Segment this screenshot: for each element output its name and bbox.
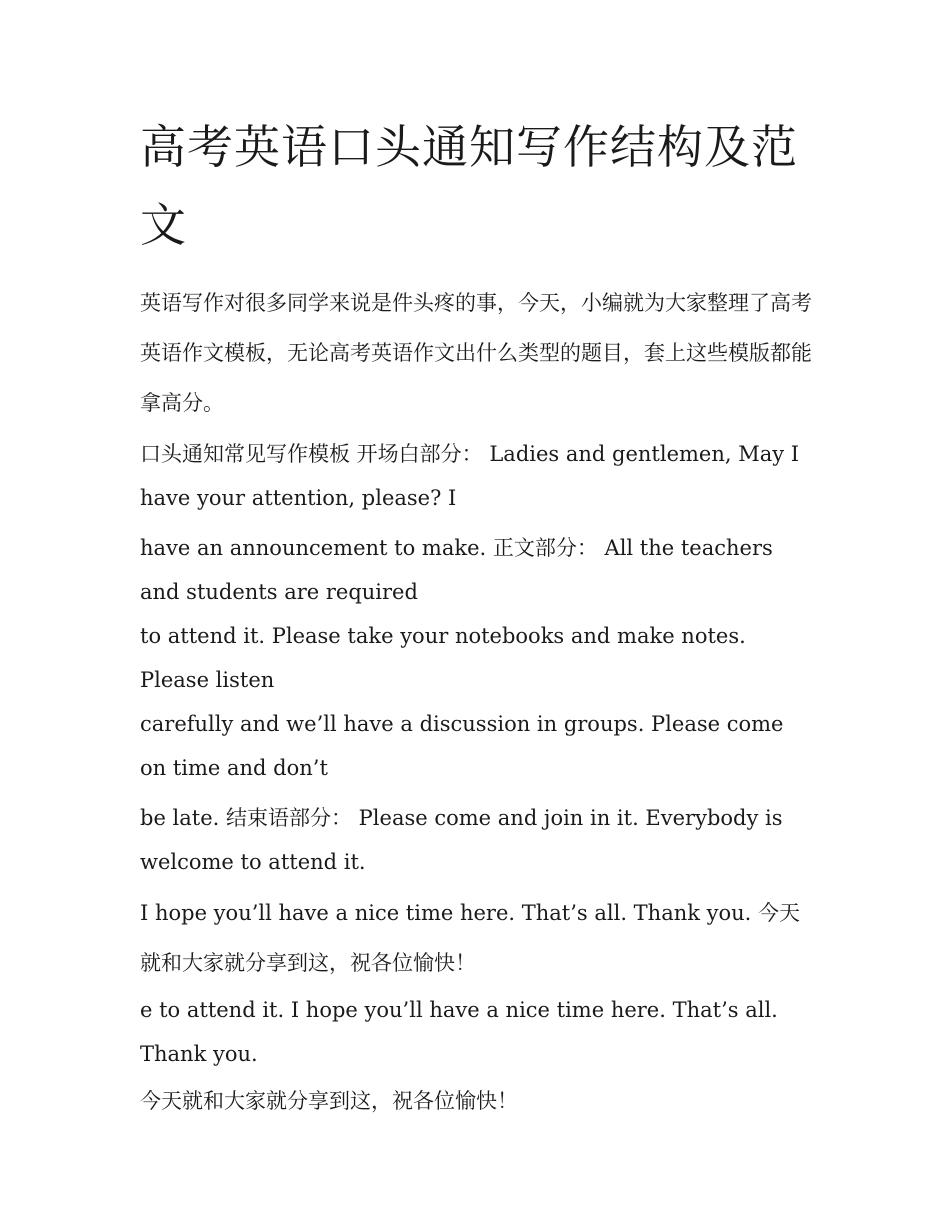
template-closing-paragraph: be late. 结束语部分： Please come and join in it. Everybody is welcome to attend it. <box>140 806 783 874</box>
repeated-fragment-paragraph: e to attend it. I hope you’ll have a nice time here. That’s all. Thank you. <box>140 998 778 1066</box>
template-body-paragraph: have an announcement to make. 正文部分： All the teachers and students are required <box>140 536 773 604</box>
final-closing-paragraph: 今天就和大家就分享到这，祝各位愉快！ <box>140 1089 518 1113</box>
template-body-paragraph-3: carefully and we’ll have a discussion in groups. Please come on time and don’t <box>140 712 784 780</box>
intro-paragraph: 英语写作对很多同学来说是件头疼的事，今天，小编就为大家整理了高考英语作文模板，无论高考英语作文出什么类型的题目，套上这些模版都能拿高分。 <box>140 291 812 415</box>
template-opening-paragraph: 口头通知常见写作模板 开场白部分： Ladies and gentlemen, May I have your attention, please? I <box>140 442 800 510</box>
template-closing-paragraph-2: I hope you’ll have a nice time here. That’s all. Thank you. 今天就和大家就分享到这，祝各位愉快！ <box>140 901 801 975</box>
document-page <box>140 108 816 1126</box>
document-title: 高考英语口头通知写作结构及范文 <box>140 120 798 252</box>
template-body-paragraph-2: to attend it. Please take your notebooks and make notes. Please listen <box>140 624 746 692</box>
